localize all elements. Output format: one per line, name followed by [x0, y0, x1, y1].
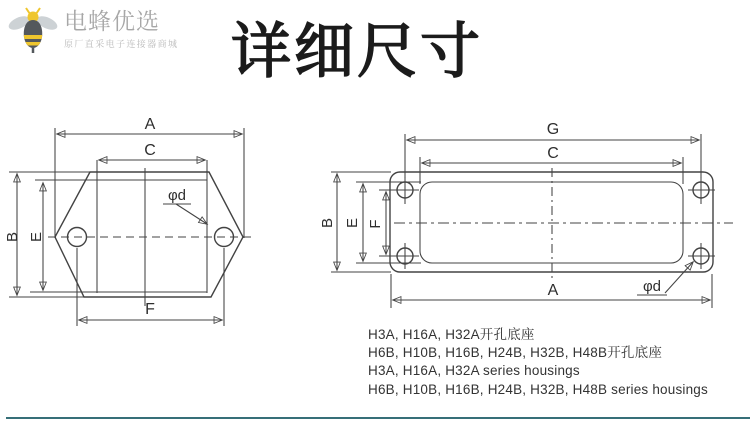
brand-name: 电蜂优选	[64, 8, 160, 34]
dimension-label-e: E	[28, 231, 45, 243]
brand-tagline: 原厂直采电子连接器商城	[64, 39, 179, 49]
note-line: H6B, H10B, H16B, H24B, H32B, H48B series housings	[368, 381, 708, 397]
dimension-label-g: G	[546, 121, 560, 138]
hole-diameter-label: φd	[642, 278, 662, 295]
page-title: 详细尺寸	[231, 18, 483, 85]
left-dimension-drawing	[4, 116, 252, 326]
note-line: H3A, H16A, H32A series housings	[368, 363, 580, 379]
footer-divider	[6, 417, 750, 419]
leader-line	[176, 204, 207, 224]
dimension-label-f: F	[367, 219, 384, 229]
hole-diameter-label: φd	[167, 187, 187, 204]
dimension-label-b: B	[4, 231, 21, 243]
leader-line	[665, 262, 693, 293]
dimension-label-a: A	[144, 116, 156, 133]
dimension-label-a: A	[547, 282, 559, 299]
note-line: H3A, H16A, H32A开孔底座	[368, 327, 535, 342]
dimension-label-c: C	[144, 142, 156, 159]
dimension-label-f: F	[145, 301, 155, 318]
right-dimension-drawing	[319, 121, 733, 308]
dimension-label-b: B	[319, 217, 336, 229]
dimension-label-e: E	[344, 217, 361, 229]
dimension-label-c: C	[547, 145, 559, 162]
housing-series-notes	[368, 326, 708, 399]
note-line: H6B, H10B, H16B, H24B, H32B, H48B开孔底座	[368, 345, 663, 361]
